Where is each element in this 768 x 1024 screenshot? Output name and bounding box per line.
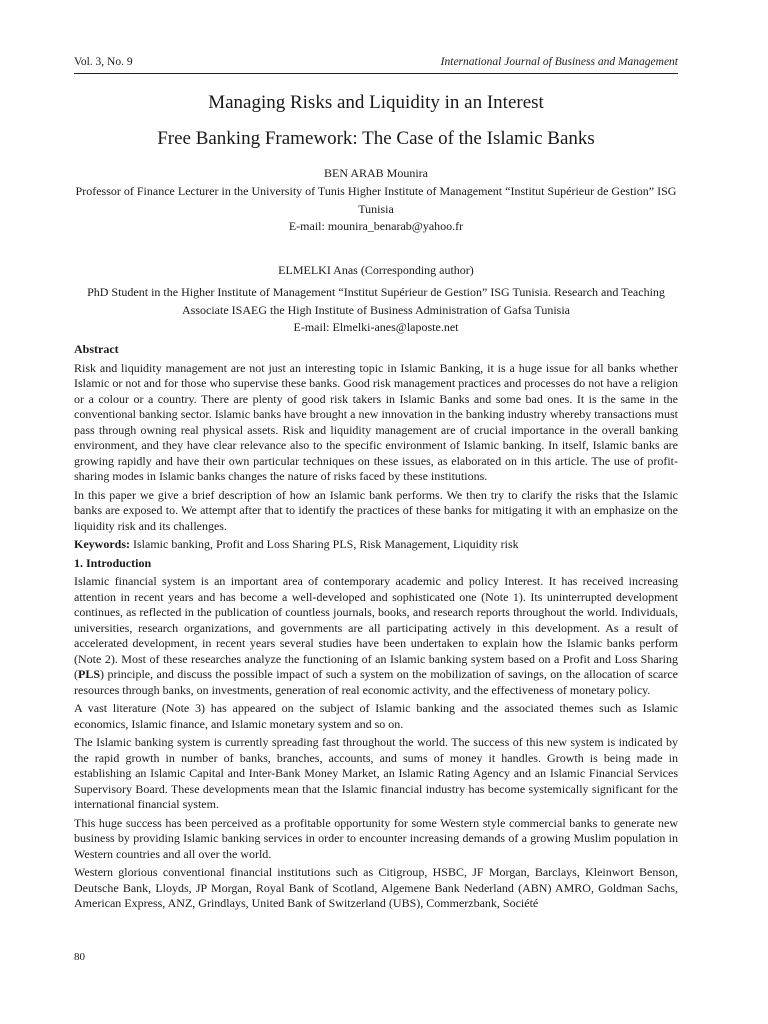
author1-email: E-mail: mounira_benarab@yahoo.fr [288,219,464,233]
pls-term: PLS [78,667,101,681]
intro-p1-part-b: ) principle, and discuss the possible impact of such a system on the mobilization of savings, on the allocation of scarce resources through banks, on investments, generation of real economic activity, and the effectiveness of monetary policy. [74,667,678,697]
intro-paragraph-3: The Islamic banking system is currently spreading fast throughout the world. The success of this new system is indicated by the rapid growth in number of banks, branches, accounts, and sums of money it handles. Growth is being made in establishing an Islamic Capital and Inter-Bank Money Market, an Islamic Rating Agency and an Islamic Financial Services Supervisory Board. These developments mean that the Islamic financial industry has become systemically significant for the international financial system. [74,735,678,811]
journal-name: International Journal of Business and Management [440,56,678,68]
page-number: 80 [74,951,85,963]
intro-p1-part-a: Islamic financial system is an important area of contemporary academic and policy Interest. It has received increasing attention in recent years and has become a well-developed and sophisticated one (Note 1). Its uninterrupted development continues, as reflected in the publication of countless journals, books, and research reports throughout the world. Individuals, universities, research organizations, and governments are all participating actively in this development. As a result of accelerated development, in recent years several studies have been undertaken to explain how the Islamic banks perform (Note 2). Most of these researches analyze the functioning of an Islamic banking system based on a Profit and Loss Sharing ( [74,574,678,681]
introduction-heading: 1. Introduction [74,555,152,570]
header-divider [74,73,678,74]
paper-title-line-1: Managing Risks and Liquidity in an Interest [208,92,544,113]
abstract-paragraph-1: Risk and liquidity management are not just an interesting topic in Islamic Banking, it is a huge issue for all banks whether Islamic or not and for those who supervise these banks. Good risk management practices and processes do not have a religion or a colour or a country. There are plenty of good risk takers in Islamic Banks and some bad ones. It is the same in the conventional banking sector. Islamic banks have brought a new innovation in the banking industry whereby transactions must pass through owning real physical assets. Risk and liquidity management are of crucial importance in the overall banking environment, and they have clear relevance also to the specific environment of Islamic banking. In itself, Islamic banks are growing rapidly and have their own particular techniques on these issues, as elaborated on in this article. The use of profit-sharing modes in Islamic banks changes the nature of risks faced by these institutions. [74,360,678,483]
keywords-line [74,537,678,553]
author2-affiliation: PhD Student in the Higher Institute of Management “Institut Supérieur de Gestion” ISG Tunisia. Research and Teaching Associate ISAEG the High Institute of Business Administration of Gafsa Tunisia [87,285,665,317]
intro-paragraph-2: A vast literature (Note 3) has appeared on the subject of Islamic banking and the associated themes such as Islamic economics, Islamic finance, and Islamic monetary system and so on. [74,701,678,731]
running-header [74,56,678,72]
intro-paragraph-1 [74,574,678,698]
intro-paragraph-4: This huge success has been perceived as a profitable opportunity for some Western style commercial banks to generate new business by providing Islamic banking services in order to encounter increasing demands of a growing Muslim population in Western countries and all over the world. [74,815,678,861]
keywords-text: Islamic banking, Profit and Loss Sharing PLS, Risk Management, Liquidity risk [133,537,519,551]
paper-title-line-2: Free Banking Framework: The Case of the Islamic Banks [157,128,595,149]
keywords-label: Keywords: [74,537,130,551]
volume-label: Vol. 3, No. 9 [74,56,133,68]
abstract-heading: Abstract [74,342,119,356]
author2-name: ELMELKI Anas (Corresponding author) [278,263,474,277]
author2-email: E-mail: Elmelki-anes@laposte.net [293,320,459,334]
intro-paragraph-5: Western glorious conventional financial institutions such as Citigroup, HSBC, JF Morgan, Barclays, Kleinwort Benson, Deutsche Bank, Lloyds, JP Morgan, Royal Bank of Scotland, Algemene Bank Nederland (ABN) AMRO, Goldman Sachs, American Express, ANZ, Grindlays, United Bank of Switzerland (UBS), Commerzbank, Société [74,865,678,910]
abstract-paragraph-2: In this paper we give a brief description of how an Islamic bank performs. We then try to clarify the risks that the Islamic banks are exposed to. We attempt after that to identify the practices of these banks for mitigating it with an emphasize on the liquidity risk and its challenges. [74,487,678,533]
paper-body [74,342,678,915]
author1-name: BEN ARAB Mounira [323,166,428,180]
author1-affiliation: Professor of Finance Lecturer in the University of Tunis Higher Institute of Management “Institut Supérieur de Gestion” ISG Tunisia [75,184,677,216]
